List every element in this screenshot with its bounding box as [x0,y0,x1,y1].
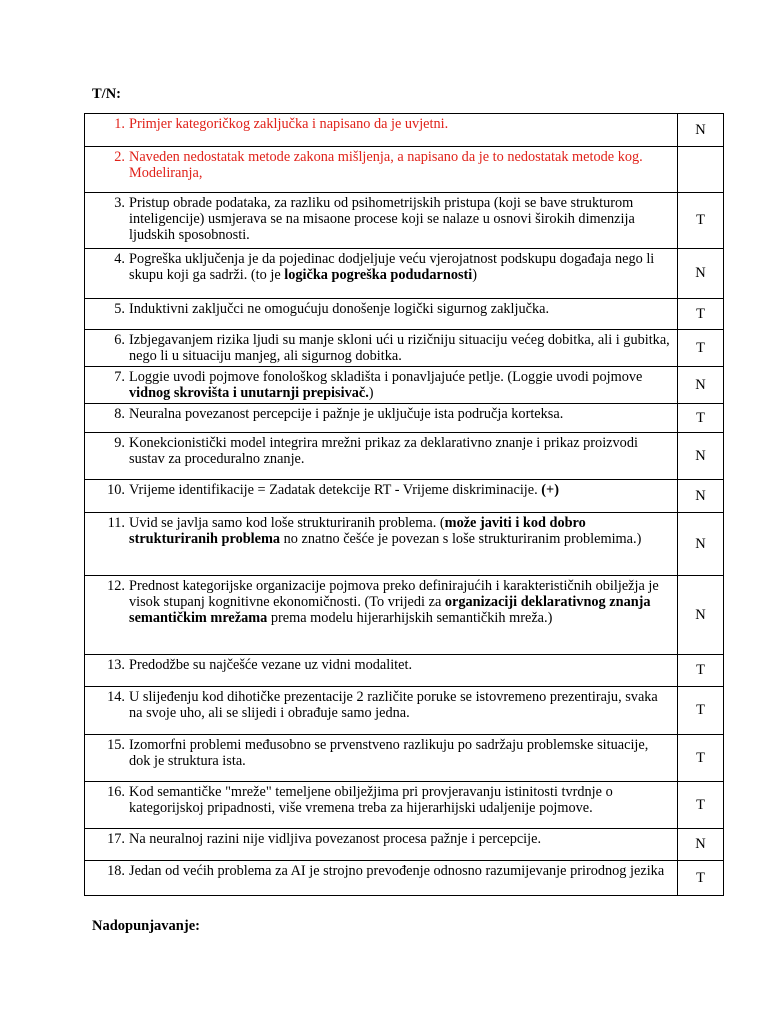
question-text-part: Naveden nedostatak metode zakona mišljenja, a napisano da je to nedostatak metode kog. Modeliranja, [129,149,643,181]
question-text [129,149,671,181]
question-text-bold: organizaciji deklarativnog znanja semantičkim mrežama [129,594,651,626]
question-wrapper [85,513,677,549]
question-number: 7. [114,369,125,385]
question-text [129,406,671,422]
question-wrapper [85,249,677,285]
question-cell [85,687,678,735]
table-row [85,404,724,433]
question-text [129,369,671,401]
question-text-part: no znatno češće je povezan s loše strukturiranim problemima.) [280,531,642,547]
answer-cell: N [678,249,724,299]
question-cell [85,735,678,782]
answer-cell: T [678,193,724,249]
question-text-part: Prednost kategorijske organizacije pojmova preko definirajućih i karakterističnih obilježja je visok stupanj kognitivne ekonomičnosti. (To vrijedi za [129,578,659,610]
question-text [129,332,671,364]
question-text-part: Na neuralnoj razini nije vidljiva povezanost procesa pažnje i percepcije. [129,831,542,847]
question-text [129,515,671,547]
question-cell [85,576,678,655]
table-row [85,829,724,861]
question-wrapper [85,147,677,183]
question-number: 16. [107,784,125,800]
question-cell [85,480,678,513]
question-text-part: Jedan od većih problema za AI je strojno prevođenje odnosno razumijevanje prirodnog jezika [129,863,665,879]
question-text [129,578,671,626]
question-text-part: Neuralna povezanost percepcije i pažnje je uključuje ista područja korteksa. [129,406,564,422]
answer-cell: T [678,861,724,896]
question-text-part: Izbjegavanjem rizika ljudi su manje skloni ući u rizičniju situaciju većeg dobitka, ali i gubitka, nego li u situaciju manjeg, ali sigurnog dobitka. [129,332,670,364]
table-row [85,249,724,299]
question-number: 18. [107,863,125,879]
answer-cell: T [678,330,724,367]
question-text [129,435,671,467]
table-row [85,114,724,147]
question-text [129,657,671,673]
answer-cell: T [678,735,724,782]
question-text-part: Uvid se javlja samo kod loše strukturiranih problema. ( [129,515,445,531]
question-text-part: Izomorfni problemi međusobno se prvenstveno razlikuju po sadržaju problemske situacije, dok je struktura ista. [129,737,649,769]
answer-cell: N [678,513,724,576]
answer-cell: N [678,367,724,404]
question-text-part: Vrijeme identifikacije = Zadatak detekcije RT - Vrijeme diskriminacije. [129,482,542,498]
question-cell [85,299,678,330]
table-row [85,330,724,367]
question-text-part: ) [368,385,374,401]
table-row [85,861,724,896]
question-number: 5. [114,301,125,317]
question-wrapper [85,655,677,675]
question-cell [85,114,678,147]
question-number: 10. [107,482,125,498]
question-text [129,689,671,721]
question-wrapper [85,330,677,366]
question-cell [85,404,678,433]
question-cell [85,782,678,829]
question-wrapper [85,433,677,469]
table-body [85,114,724,896]
question-text-part: Induktivni zaključci ne omogućuju donošenje logički sigurnog zaključka. [129,301,550,317]
question-number: 14. [107,689,125,705]
question-number: 6. [114,332,125,348]
question-cell [85,433,678,480]
question-text [129,251,671,283]
table-row [85,735,724,782]
question-text-bold: vidnog skrovišta i unutarnji prepisivač. [129,385,369,401]
answer-cell: T [678,655,724,687]
question-wrapper [85,480,677,500]
answer-cell: N [678,480,724,513]
question-text [129,482,671,498]
question-cell [85,829,678,861]
question-number: 12. [107,578,125,594]
question-text [129,737,671,769]
question-text-bold: (+) [541,482,559,498]
question-number: 13. [107,657,125,673]
answer-cell: T [678,299,724,330]
question-wrapper [85,193,677,245]
question-text-bold: logička pogreška podudarnosti [284,267,473,283]
question-number: 3. [114,195,125,211]
table-row [85,687,724,735]
answer-cell: N [678,829,724,861]
question-number: 8. [114,406,125,422]
question-cell [85,330,678,367]
table-row [85,299,724,330]
question-wrapper [85,861,677,881]
question-text-part: Pristup obrade podataka, za razliku od psihometrijskih pristupa (koji se bave strukturom inteligencije) usmjerava se na misaone procese koji se nalaze u osnovi širokih dimenzija ljudskih sposobnosti. [129,195,635,243]
question-cell [85,249,678,299]
question-text-part: Loggie uvodi pojmove fonološkog skladišta i ponavljajuće petlje. (Loggie uvodi pojmove [129,369,643,385]
answer-cell: N [678,576,724,655]
question-number: 15. [107,737,125,753]
question-cell [85,193,678,249]
question-number: 2. [114,149,125,165]
question-text-part: Primjer kategoričkog zaključka i napisano da je uvjetni. [129,116,449,132]
question-cell [85,513,678,576]
answer-cell: N [678,433,724,480]
table-row [85,782,724,829]
table-row [85,193,724,249]
question-cell [85,147,678,193]
answer-cell: T [678,782,724,829]
question-number: 9. [114,435,125,451]
question-text [129,863,671,879]
question-wrapper [85,367,677,403]
question-number: 11. [107,515,125,531]
question-text-part: Predodžbe su najčešće vezane uz vidni modalitet. [129,657,413,673]
question-number: 1. [114,116,125,132]
question-wrapper [85,576,677,628]
section-heading-nadopunjavanje: Nadopunjavanje: [92,918,200,934]
question-text-part: ) [472,267,478,283]
question-cell [85,861,678,896]
question-text-part: Kod semantičke "mreže" temeljene obilježjima pri provjeravanju istinitosti tvrdnje o kategorijskoj pripadnosti, više vremena treba za hijerarhijski udaljenije pojmove. [129,784,613,816]
question-wrapper [85,404,677,424]
question-text [129,195,671,243]
question-wrapper [85,829,677,849]
answer-cell: T [678,687,724,735]
true-false-table [84,113,724,896]
question-number: 4. [114,251,125,267]
answer-cell: N [678,114,724,147]
question-text-bold: može javiti i kod dobro strukturiranih problema [129,515,586,547]
table-row [85,433,724,480]
table-row [85,147,724,193]
question-wrapper [85,687,677,723]
section-heading-tn: T/N: [92,86,121,102]
question-wrapper [85,114,677,134]
question-text-part: Pogreška uključenja je da pojedinac dodjeljuje veću vjerojatnost podskupu događaja nego li skupu koji ga sadrži. (to je [129,251,655,283]
question-wrapper [85,299,677,319]
answer-cell [678,147,724,193]
table-row [85,480,724,513]
question-wrapper [85,782,677,818]
question-text [129,784,671,816]
table-row [85,655,724,687]
table-row [85,367,724,404]
question-text-part: U slijeđenju kod dihotičke prezentacije 2 različite poruke se istovremeno prezentiraju, svaka na svoje uho, ali se slijedi i obrađuje samo jedna. [129,689,658,721]
answer-cell: T [678,404,724,433]
table-row [85,513,724,576]
table-row [85,576,724,655]
question-text-part: Konekcionistički model integrira mrežni prikaz za deklarativno znanje i prikaz proizvodi sustav za proceduralno znanje. [129,435,638,467]
question-wrapper [85,735,677,771]
question-text [129,301,671,317]
question-cell [85,367,678,404]
question-number: 17. [107,831,125,847]
question-cell [85,655,678,687]
question-text-part: prema modelu hijerarhijskih semantičkih mreža.) [267,610,553,626]
question-text [129,831,671,847]
question-text [129,116,671,132]
